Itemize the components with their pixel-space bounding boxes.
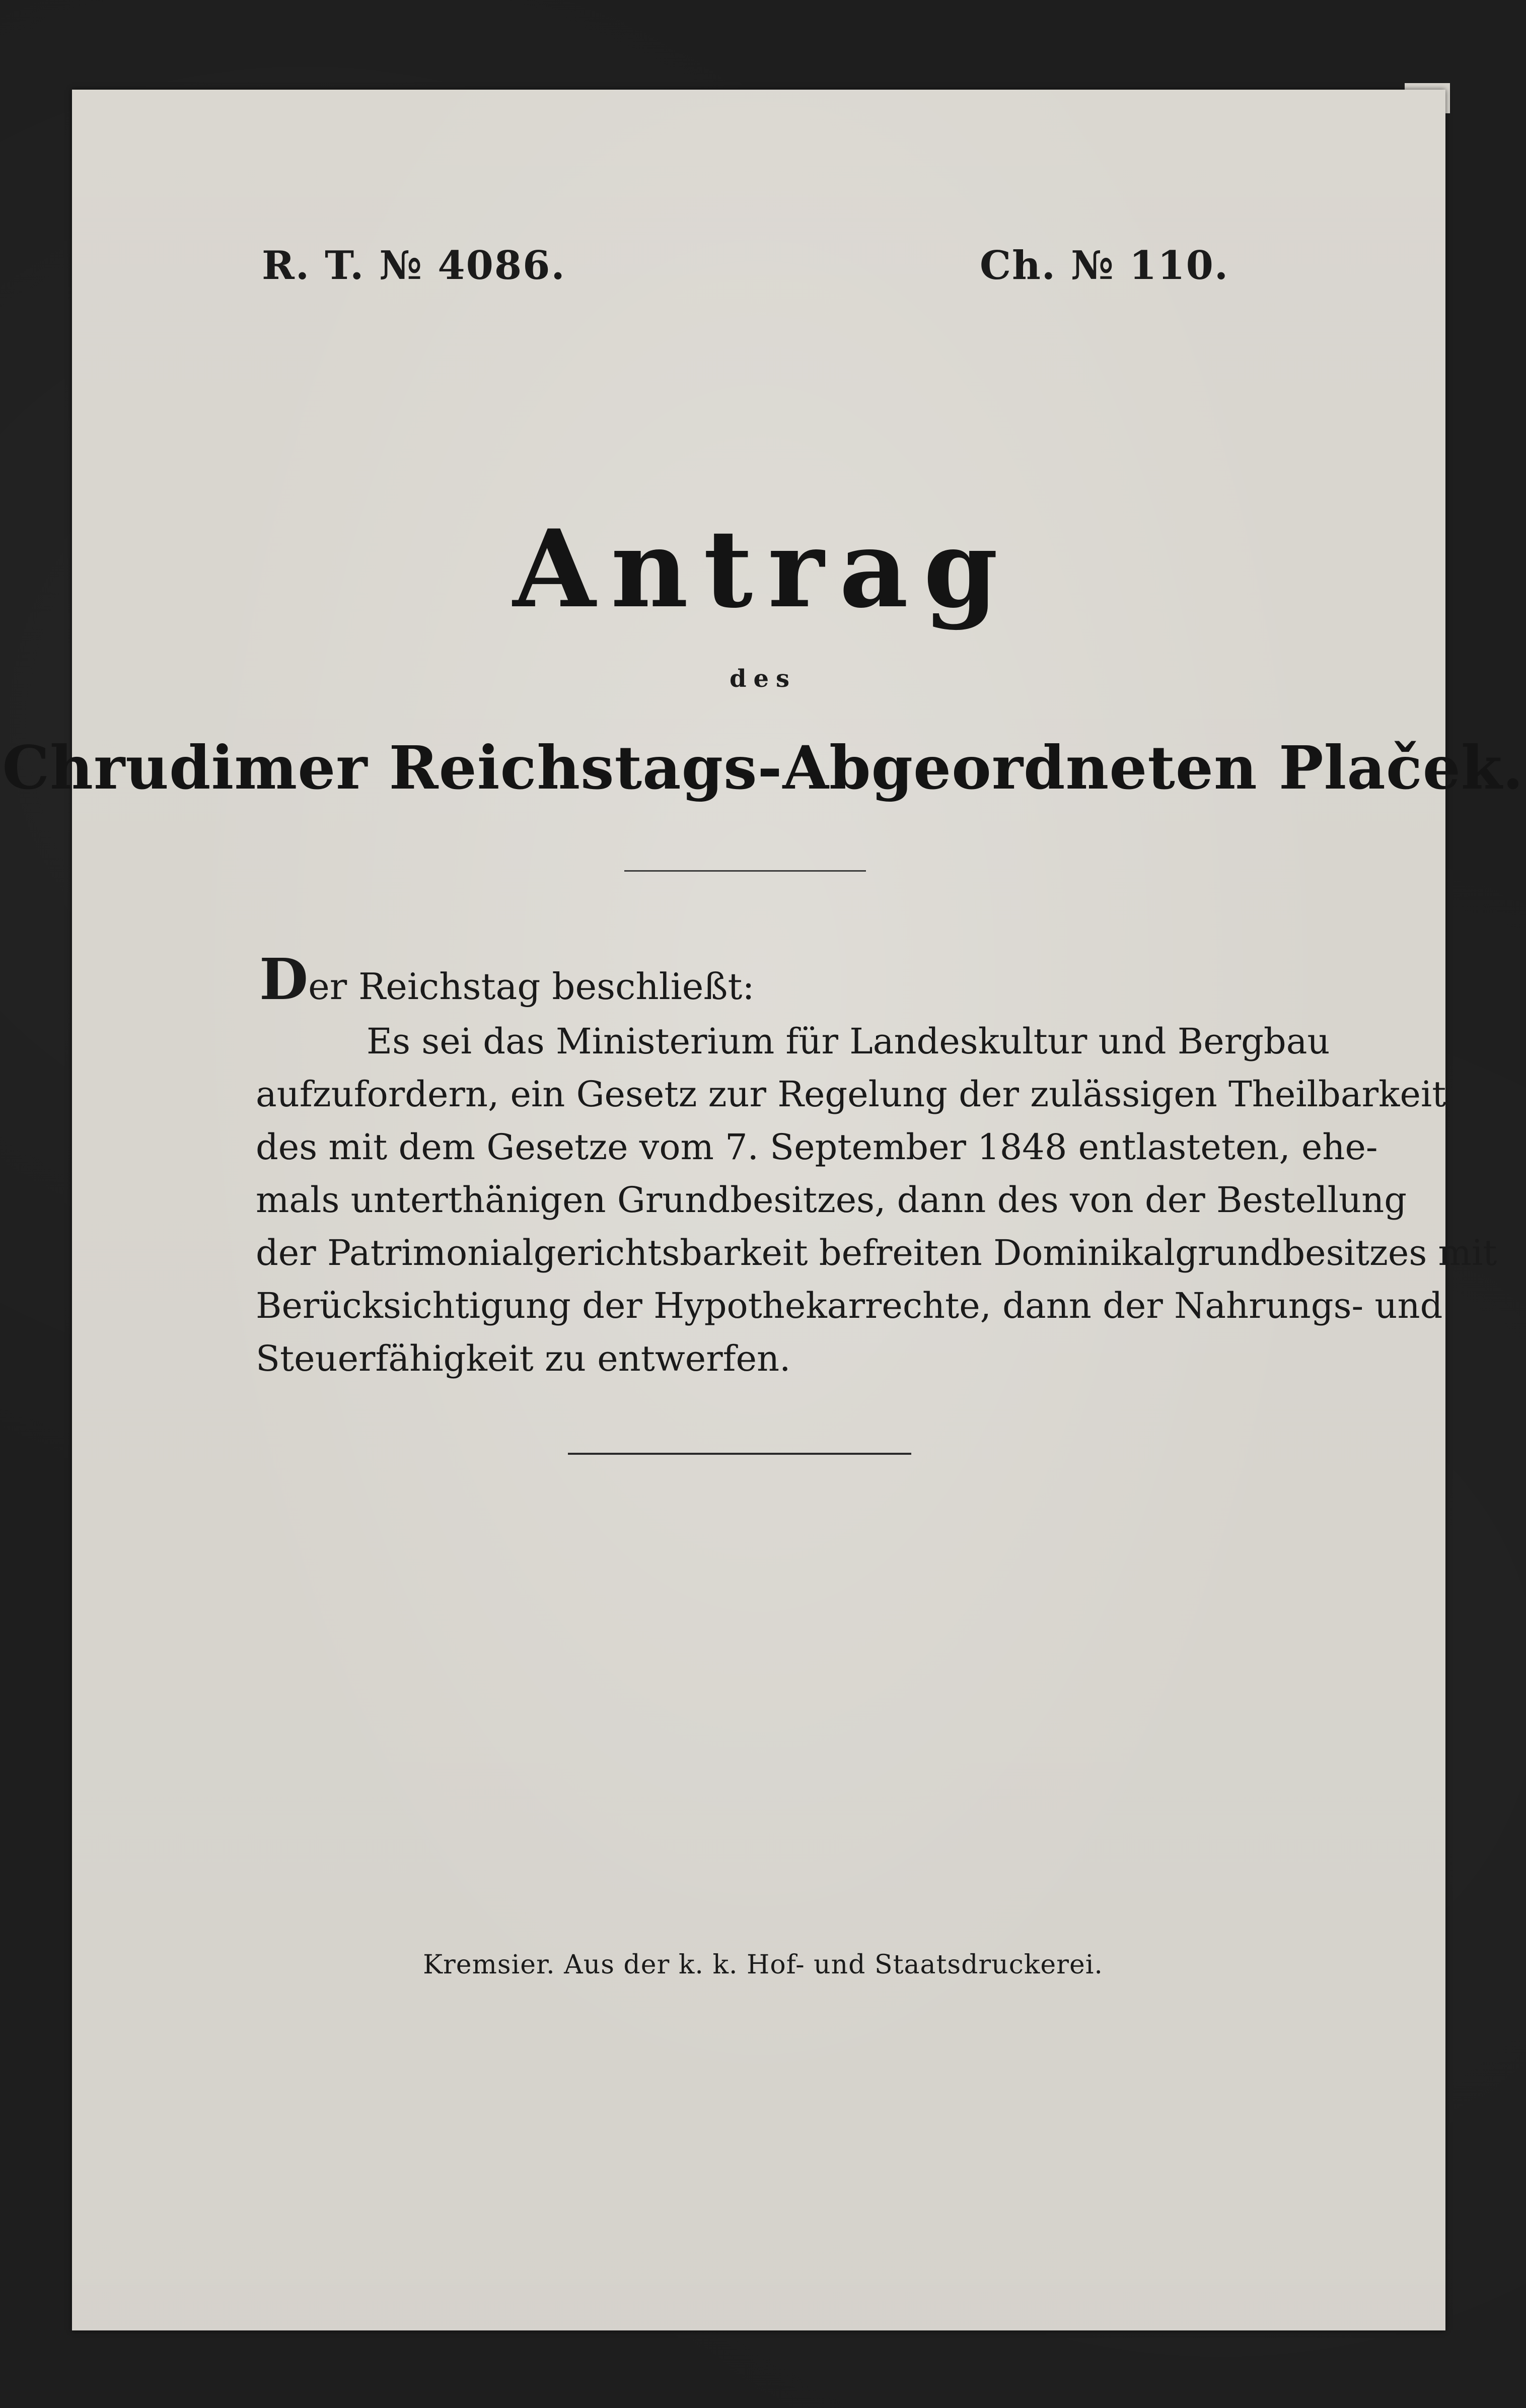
body-line: aufzufordern, ein Gesetz zur Regelung der zulässigen Theilbarkeit [256, 1074, 1446, 1115]
body-line: Es sei das Ministerium für Landeskultur und Bergbau [367, 1021, 1330, 1062]
body-line: der Patrimonialgerichtsbarkeit befreiten Dominikalgrundbesitzes mit [256, 1232, 1497, 1273]
chapter-number: Ch. № 110. [979, 243, 1229, 289]
document-title: Antrag [513, 506, 1013, 631]
document-author: Chrudimer Reichstags-Abgeordneten Plaček. [2, 733, 1524, 803]
document-number: R. T. № 4086. [262, 243, 566, 289]
title-divider [624, 870, 866, 872]
body-line: Steuerfähigkeit zu entwerfen. [256, 1338, 791, 1379]
intro-initial: D [259, 947, 309, 1013]
body-line: des mit dem Gesetze vom 7. September 1848 entlasteten, ehe- [256, 1126, 1378, 1168]
printer-imprint: Kremsier. Aus der k. k. Hof- und Staatsdruckerei. [423, 1950, 1103, 1980]
intro-text: er Reichstag beschließt: [308, 965, 755, 1008]
body-divider [568, 1453, 911, 1455]
resolution-body [256, 1015, 1497, 1385]
body-line: Berücksichtigung der Hypothekarrechte, dann der Nahrungs- und [256, 1285, 1443, 1326]
body-line: mals unterthänigen Grundbesitzes, dann des von der Bestellung [256, 1179, 1407, 1221]
resolution-intro [259, 947, 755, 1013]
title-connector: des [729, 665, 797, 693]
